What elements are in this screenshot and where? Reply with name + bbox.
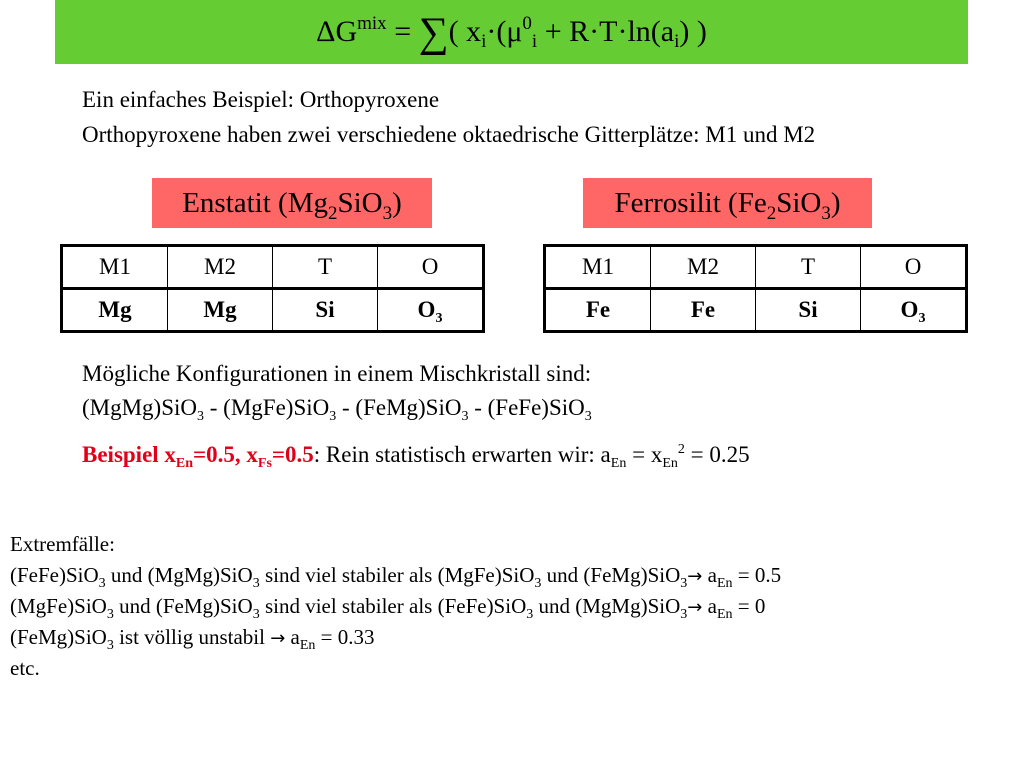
table-header-cell: M1 — [62, 246, 168, 289]
arrow-right-icon: → — [687, 566, 703, 587]
extreme-case-2: (MgFe)SiO$_3$ und (FeMg)SiO$_3$ sind viel stabiler als (FeFe)SiO$_3$ und (MgMg)SiO$_3$→ $a_{En} = 0$ — [10, 594, 766, 622]
extremes-title: Extremfälle: — [10, 532, 115, 556]
table-header-cell: T — [273, 246, 378, 289]
table-cell: $O_3$ — [378, 289, 484, 332]
table-header-cell: T — [756, 246, 861, 289]
configs-list: (MgMg)SiO$_3$ - (MgFe)SiO$_3$ - (FeMg)SiO$_3$ - (FeFe)SiO$_3$ — [82, 395, 592, 424]
example-line: Beispiel $x_{En}=0.5$, $x_{Fs}=0.5$: Rein statistisch erwarten wir: $a_{En} = x_{En}^2 = 0.25$ — [82, 442, 750, 471]
table-cell: Mg — [168, 289, 273, 332]
table-cell: Mg — [62, 289, 168, 332]
table-header-row — [62, 246, 484, 289]
extreme-case-3: (FeMg)SiO$_3$ ist völlig unstabil → $a_{En} = 0.33$ — [10, 625, 375, 653]
ferrosilit-label: Ferrosilit $(Fe_2SiO_3)$ — [583, 178, 872, 228]
arrow-right-icon: → — [687, 597, 703, 618]
table-row — [545, 289, 967, 332]
extreme-case-1: (FeFe)SiO$_3$ und (MgMg)SiO$_3$ sind viel stabiler als (MgFe)SiO$_3$ und (FeMg)SiO$_3$→ $a_{En} = 0.5$ — [10, 563, 782, 591]
intro-line-2: Orthopyroxene haben zwei verschiedene oktaedrische Gitterplätze: M1 und M2 — [82, 122, 816, 147]
table-header-row — [545, 246, 967, 289]
table-cell: Si — [273, 289, 378, 332]
ferrosilit-site-table — [543, 244, 968, 333]
configs-intro: Mögliche Konfigurationen in einem Mischkristall sind: — [82, 361, 592, 386]
table-header-cell: M1 — [545, 246, 651, 289]
arrow-right-icon: → — [270, 628, 286, 649]
table-header-cell: M2 — [168, 246, 273, 289]
table-header-cell: O — [861, 246, 967, 289]
table-cell: Fe — [545, 289, 651, 332]
intro-line-1: Ein einfaches Beispiel: Orthopyroxene — [82, 87, 440, 112]
table-header-cell: O — [378, 246, 484, 289]
enstatit-site-table — [60, 244, 485, 333]
enstatit-label: Enstatit $(Mg_2SiO_3)$ — [152, 178, 432, 228]
table-cell: $O_3$ — [861, 289, 967, 332]
extremes-etc: etc. — [10, 656, 40, 680]
table-row — [62, 289, 484, 332]
table-cell: Fe — [651, 289, 756, 332]
table-cell: Si — [756, 289, 861, 332]
table-header-cell: M2 — [651, 246, 756, 289]
mixing-free-energy-formula: $\Delta G^{mix}$ = ∑( $x_i\cdot(\mu^0_i + R\cdot T\cdot\ln(a_i)$ ) — [316, 10, 707, 56]
